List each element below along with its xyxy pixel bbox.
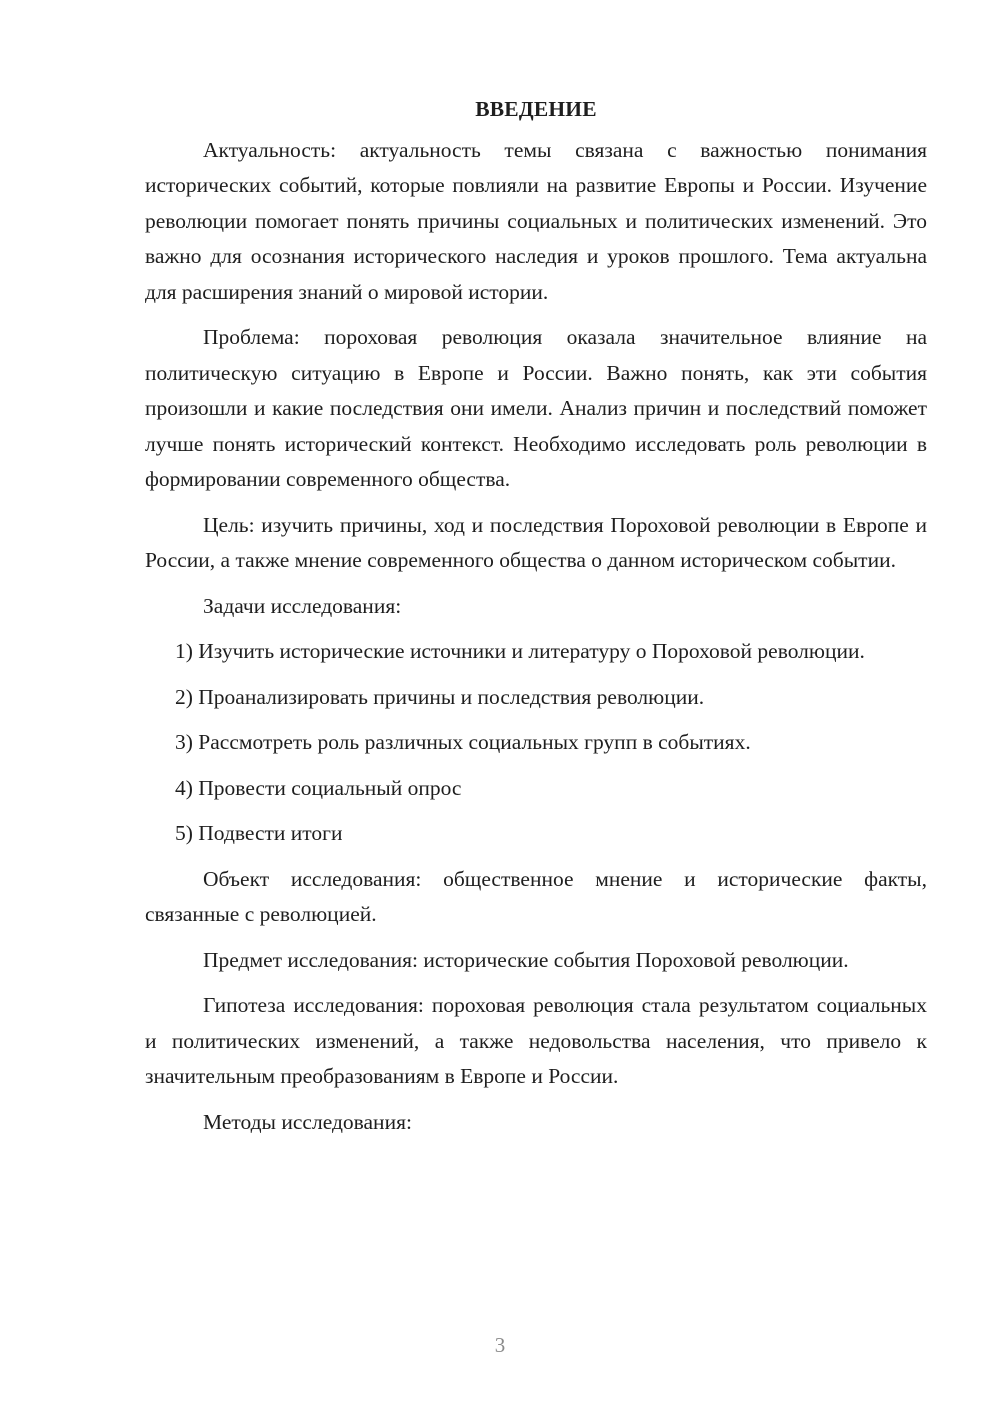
task-item: 3) Рассмотреть роль различных социальных групп в событиях.	[175, 730, 751, 754]
problem-paragraph: Проблема: пороховая революция оказала значительное влияние на политическую ситуацию в Европе и России. Важно понять, как эти события произошли и какие последствия они имели. Анализ причин и последствий поможет лучше понять исторический контекст. Необходимо исследовать роль революции в формировании современного общества.	[145, 325, 927, 491]
relevance-paragraph: Актуальность: актуальность темы связана с важностью понимания исторических событий, которые повлияли на развитие Европы и России. Изучение революции помогает понять причины социальных и политических изменений. Это важно для осознания исторического наследия и уроков прошлого. Тема актуальна для расширения знаний о мировой истории.	[145, 137, 927, 304]
methods-paragraph: Методы исследования:	[203, 1109, 412, 1134]
section-heading: ВВЕДЕНИЕ	[475, 97, 597, 121]
task-item: 2) Проанализировать причины и последствия революции.	[175, 684, 705, 709]
page-number: 3	[494, 1333, 506, 1357]
page-content	[145, 92, 927, 1150]
goal-paragraph: Цель: изучить причины, ход и последствия Пороховой революции в Европе и России, а также мнение современного общества о данном историческом событии.	[145, 512, 927, 572]
hypothesis-paragraph: Гипотеза исследования: пороховая революция стала результатом социальных и политических изменений, а также недовольства населения, что привело к значительным преобразованиям в Европе и России.	[145, 993, 927, 1088]
object-paragraph: Объект исследования: общественное мнение и исторические факты, связанные с революцией.	[145, 866, 927, 926]
task-item: 5) Подвести итоги	[175, 821, 343, 845]
tasks-title: Задачи исследования:	[203, 593, 402, 618]
task-item: 1) Изучить исторические источники и литературу о Пороховой революции.	[175, 639, 865, 663]
subject-paragraph: Предмет исследования: исторические события Пороховой революции.	[203, 947, 849, 972]
task-item: 4) Провести социальный опрос	[175, 775, 462, 800]
